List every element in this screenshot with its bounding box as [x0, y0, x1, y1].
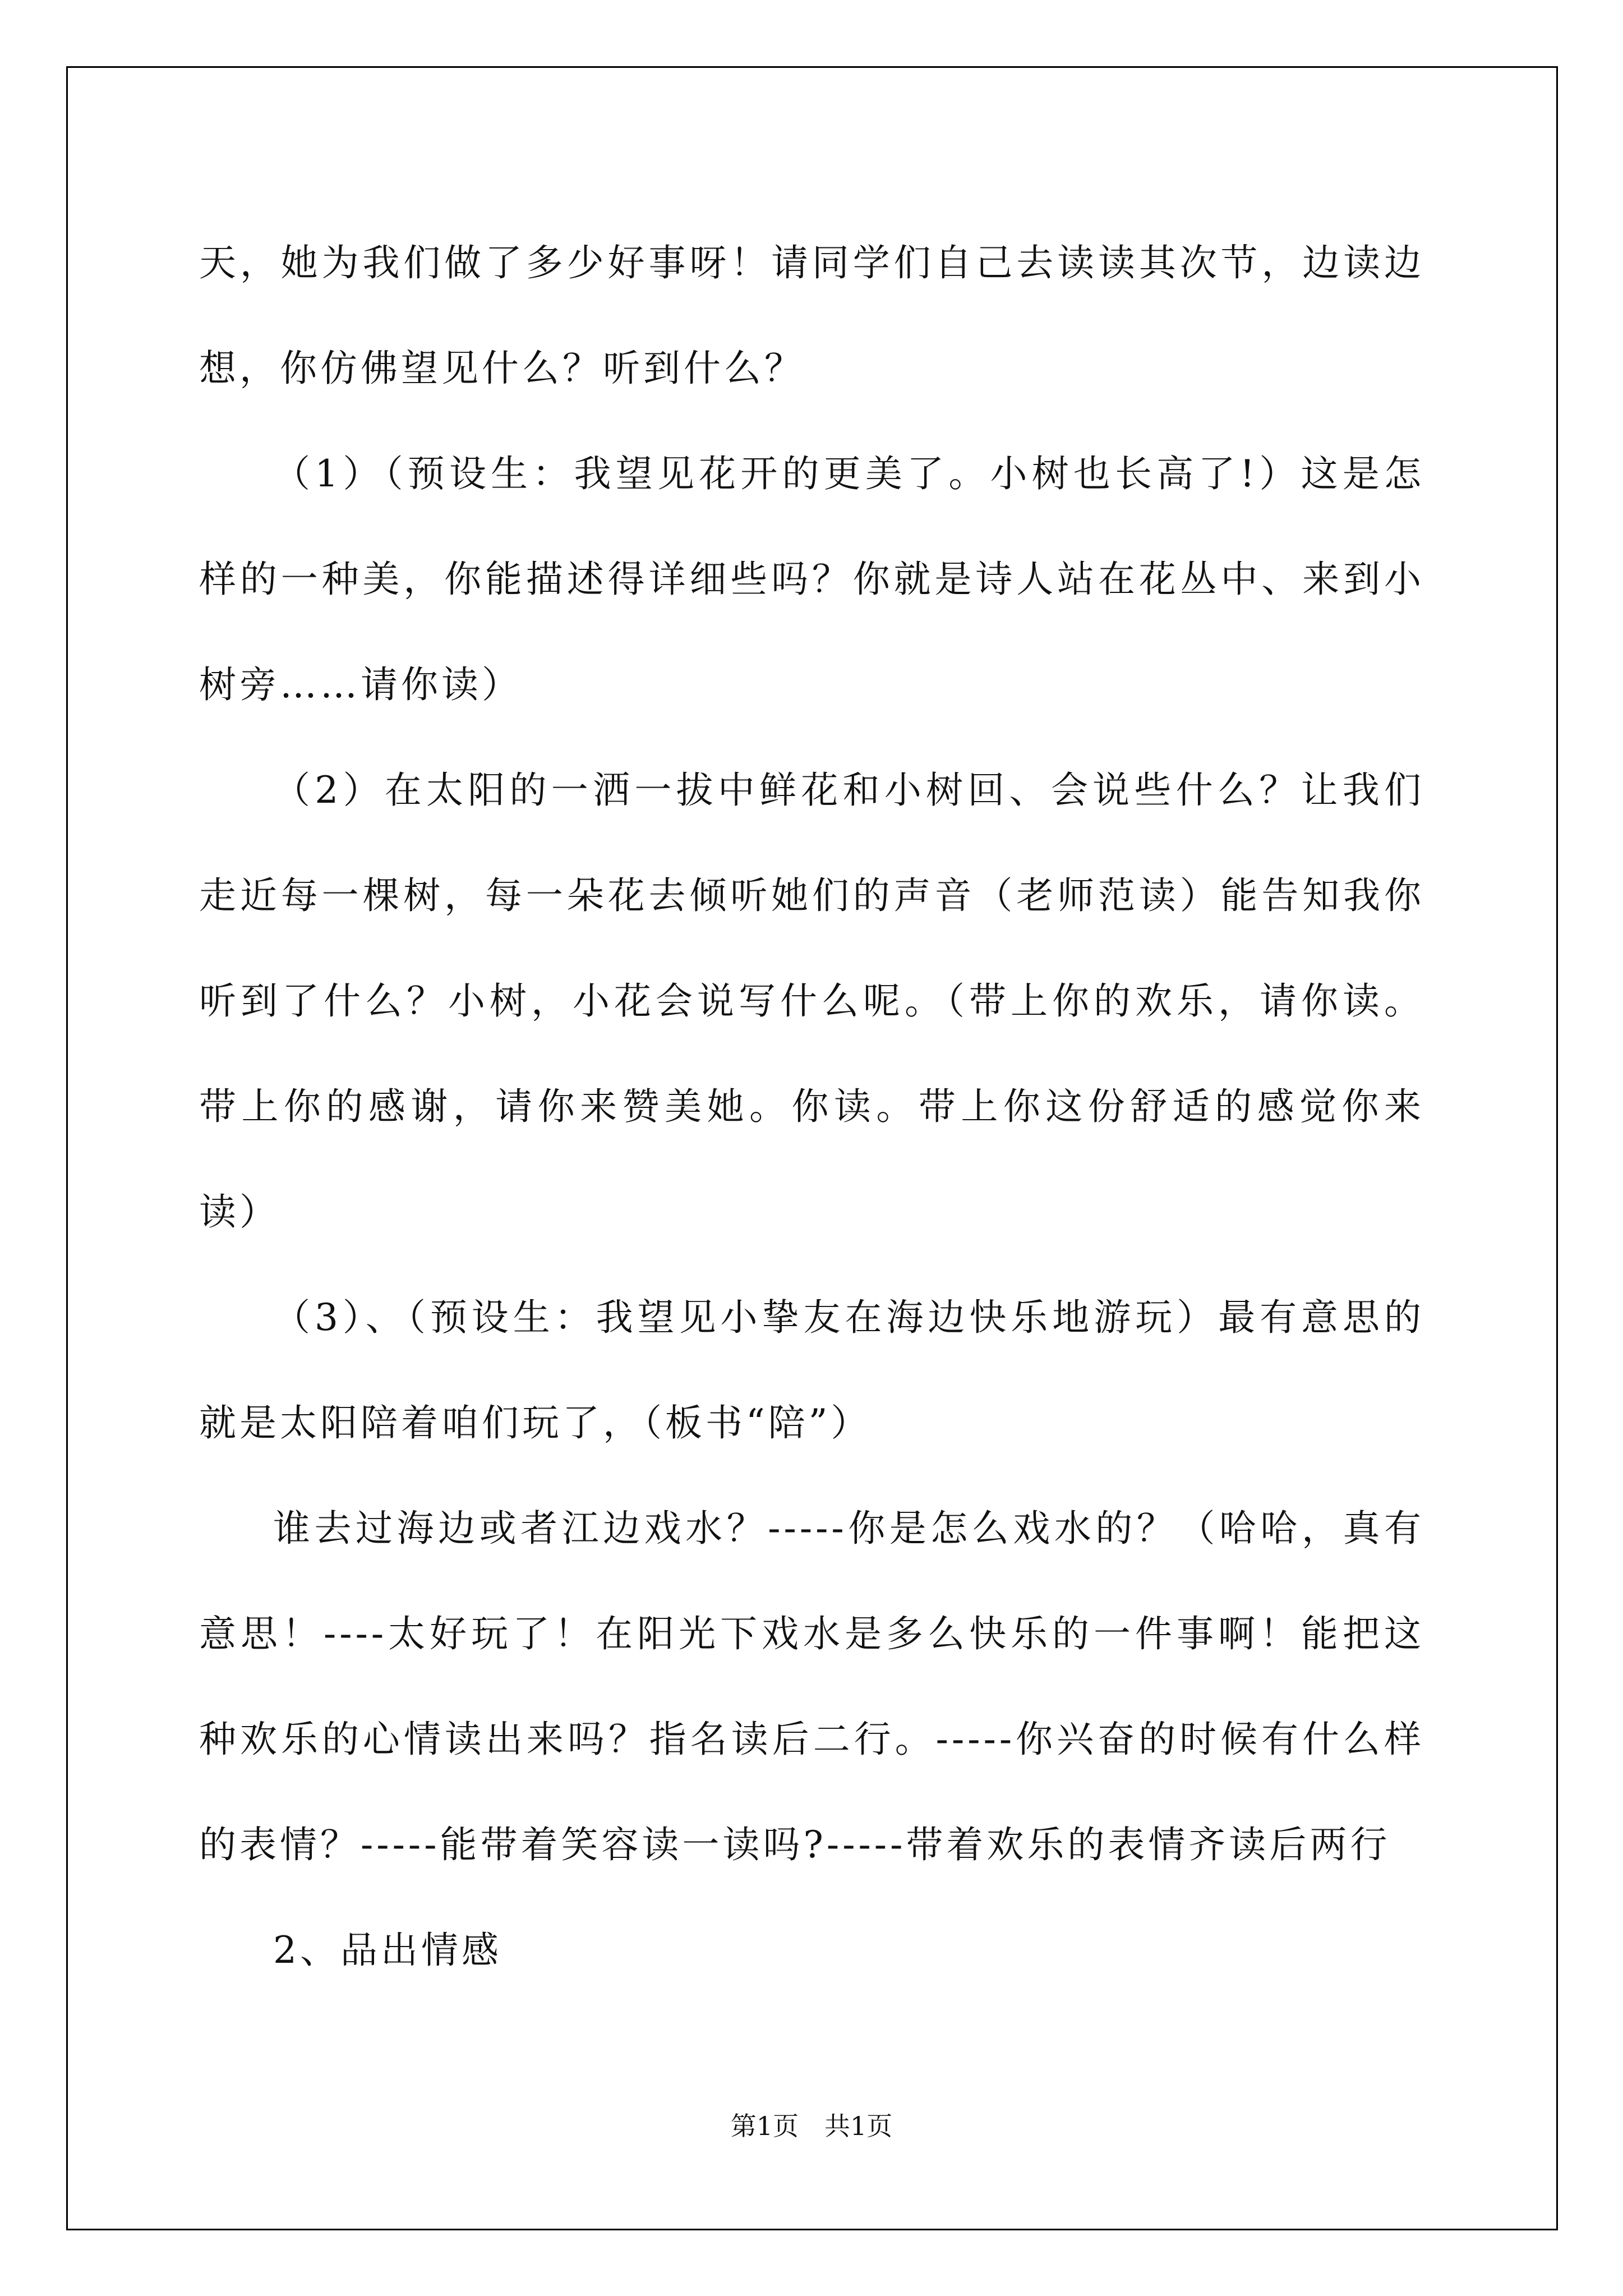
- paragraph-3: （2）在太阳的一洒一拔中鲜花和小树回、会说些什么？让我们走近每一棵树，每一朵花去倾听她们的声音（老师范读）能告知我你听到了什么？小树，小花会说写什么呢。（带上你的欢乐，请你读。带上你的感谢，请你来赞美她。你读。带上你这份舒适的感觉你来读）: [199, 769, 1424, 1234]
- page-number-footer: 第1页 共1页: [730, 2111, 893, 2141]
- document-body: [199, 210, 1424, 2003]
- section-heading: 2、品出情感: [273, 1929, 502, 1972]
- paragraph-1: 天，她为我们做了多少好事呀！请同学们自己去读读其次节，边读边想，你仿佛望见什么？听到什么？: [199, 241, 1424, 390]
- paragraph-5: 谁去过海边或者江边戏水？-----你是怎么戏水的？（哈哈，真有意思！----太好玩了！在阳光下戏水是多么快乐的一件事啊！能把这种欢乐的心情读出来吗？指名读后二行。-----你兴奋的时候有什么样的表情？-----能带着笑容读一读吗?-----带着欢乐的表情齐读后两行: [199, 1507, 1424, 1866]
- paragraph-2: （1）（预设生：我望见花开的更美了。小树也长高了!）这是怎样的一种美，你能描述得详细些吗？你就是诗人站在花丛中、来到小树旁……请你读）: [199, 452, 1424, 706]
- paragraph-4: （3）、（预设生：我望见小挚友在海边快乐地游玩）最有意思的就是太阳陪着咱们玩了，（板书“陪”）: [199, 1296, 1424, 1444]
